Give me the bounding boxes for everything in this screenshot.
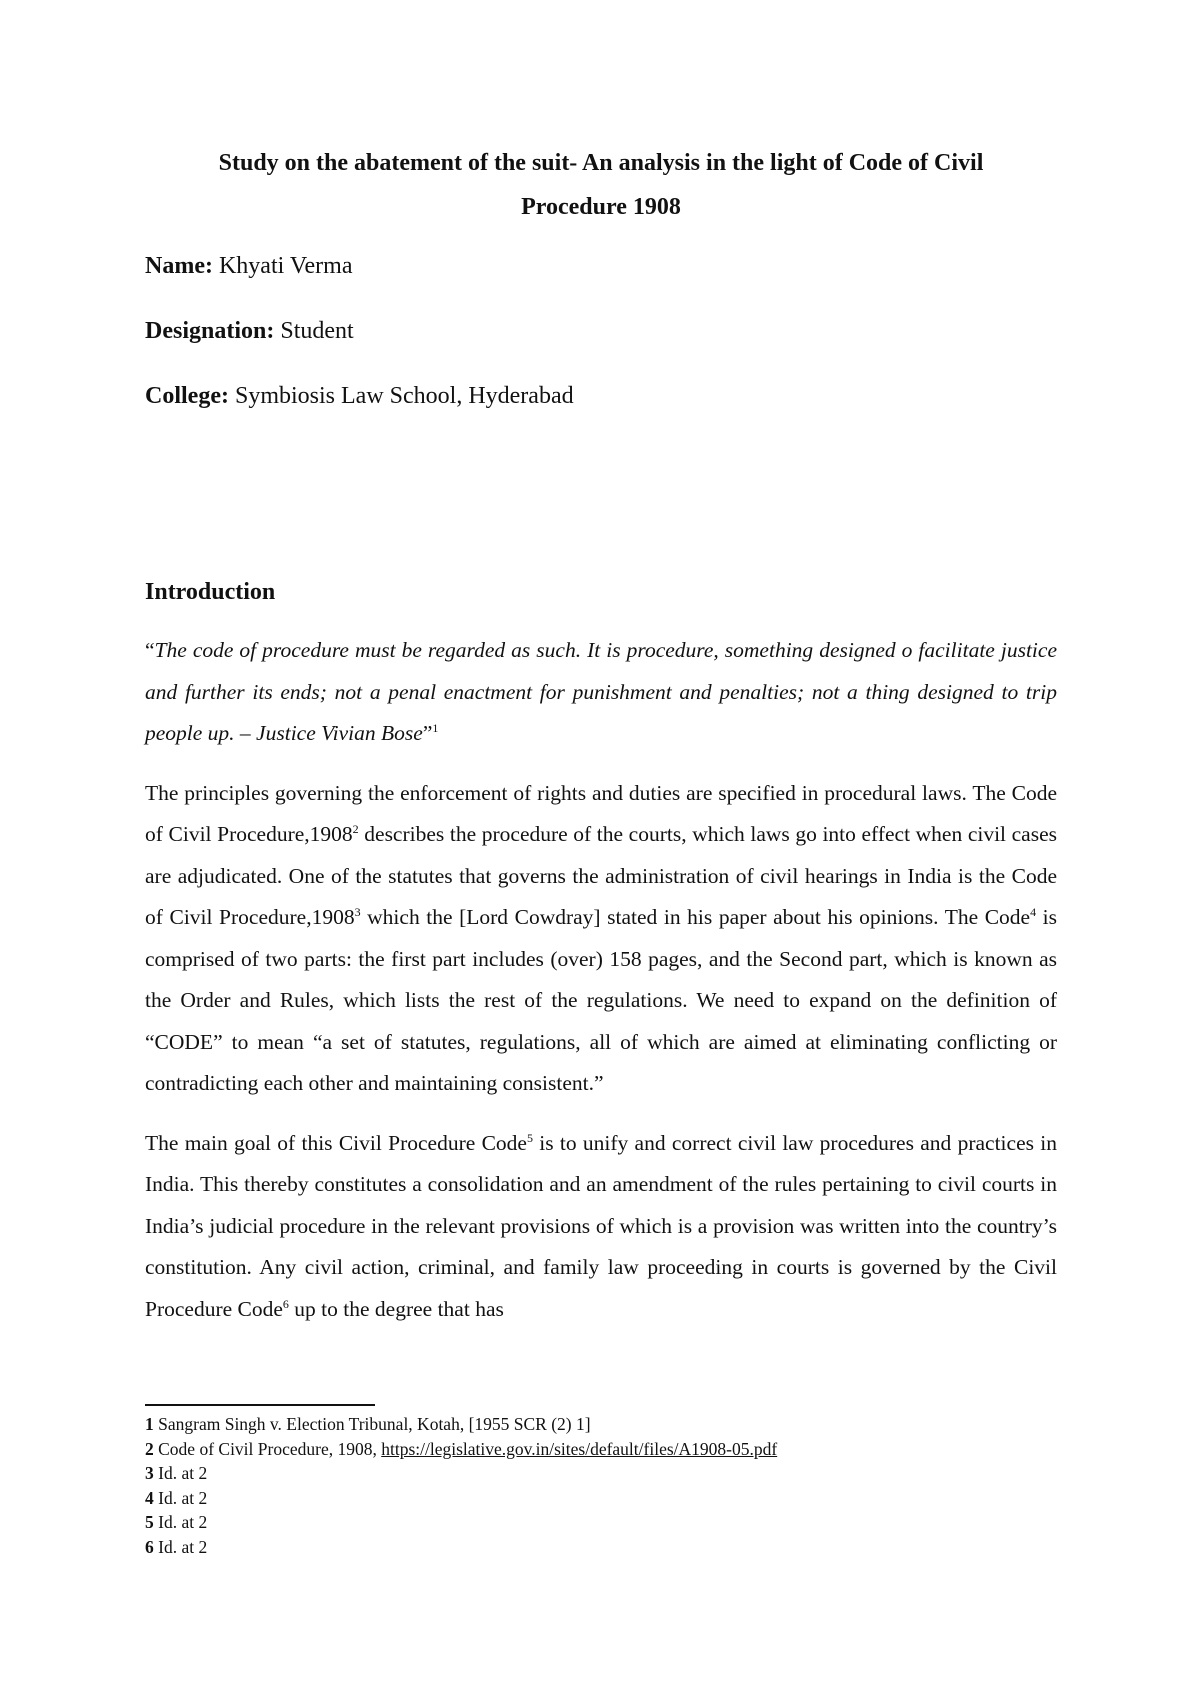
footnote-ref-6[interactable]: 6 [282,1296,289,1311]
college-label: College: [145,383,229,409]
footnote-2 [145,1437,1057,1462]
paragraph-1-part-d: is comprised of two parts: the first part includes (over) 158 pages, and the Second part, which is known as the Order and Rules, which lists the rest of the regulations. We need to expand on the definition of “CODE” to mean “a set of statutes, regulations, all of which are aimed at eliminating conflicting or contradicting each other and maintaining consistent.” [145,905,1058,1095]
paragraph-2-part-b: is to unify and correct civil law procedures and practices in India. This thereby constitutes a consolidation and an amendment of the rules pertaining to civil courts in India’s judicial procedure in the relevant provisions of which is a provision was written into the country’s constitution. Any civil action, criminal, and family law proceeding in courts is governed by the Civil Procedure Code [145,1130,1057,1321]
paragraph-1-part-a: The principles governing the enforcement of rights and duties are specified in procedural laws. The Code of Civil Procedure,1908 [145,780,1057,846]
footnote-separator [145,1404,375,1406]
footnote-number: 2 [145,1438,154,1459]
footnote-number: 1 [145,1414,154,1434]
paragraph-1-part-c: which the [Lord Cowdray] stated in his paper about his opinions. The Code [360,905,1031,929]
footnote-number: 3 [145,1463,154,1483]
opening-quote [145,630,1057,755]
footnote-text: Code of Civil Procedure, 1908, [153,1438,382,1459]
footnote-text: Sangram Singh v. Election Tribunal, Kotah, [1955 SCR (2) 1] [153,1414,591,1434]
document-title [145,141,1057,229]
quote-text: The code of procedure must be regarded as such. It is procedure, something designed o facilitate justice and further its ends; not a penal enactment for punishment and penalties; not a thing designed to trip people up. – Justice Vivian Bose [145,638,1057,745]
author-name [145,251,1057,281]
footnote-ref-4[interactable]: 4 [1030,904,1037,919]
document-body [145,141,1057,1330]
footnote-1 [145,1412,1057,1437]
title-line-2: Procedure 1908 [521,194,681,220]
footnote-ref-1[interactable]: 1 [432,720,439,735]
footnote-text: Id. at 2 [153,1536,208,1557]
quote-close-mark: ” [422,721,433,745]
footnote-number: 6 [145,1536,154,1557]
footnote-text: Id. at 2 [153,1463,208,1483]
footnote-3 [145,1461,1057,1486]
legislative-link[interactable]: https://legislative.gov.in/sites/default/files/A1908-05.pdf [381,1438,778,1459]
paragraph-1-part-b: describes the procedure of the courts, which laws go into effect when civil cases are adjudicated. One of the statutes that governs the administration of civil hearings in India is the Code of Civil Procedure,1908 [145,822,1057,929]
footnote-6 [145,1535,1057,1560]
footnote-ref-5[interactable]: 5 [526,1130,533,1145]
footnote-text: Id. at 2 [153,1512,208,1532]
name-label: Name: [145,253,213,279]
paragraph-2-part-c: up to the degree that has [288,1296,504,1321]
paragraph-1 [145,773,1057,1105]
college-value: Symbiosis Law School, Hyderabad [228,383,574,409]
name-value: Khyati Verma [212,253,353,279]
designation-label: Designation: [145,318,275,344]
author-designation [145,316,1057,346]
paragraph-2 [145,1123,1057,1331]
footnote-ref-3[interactable]: 3 [354,904,361,919]
designation-value: Student [274,318,354,344]
author-college [145,381,1057,411]
footnote-text: Id. at 2 [153,1487,208,1508]
footnote-number: 4 [145,1487,154,1508]
paragraph-2-part-a: The main goal of this Civil Procedure Code [145,1130,527,1155]
footnotes [145,1404,1057,1559]
section-heading-introduction: Introduction [145,579,276,605]
footnote-ref-2[interactable]: 2 [352,821,359,836]
quote-open-mark: “ [145,638,155,662]
footnote-5 [145,1510,1057,1535]
title-line-1: Study on the abatement of the suit- An analysis in the light of Code of Civil [218,150,984,176]
footnote-4 [145,1486,1057,1511]
footnote-number: 5 [145,1512,154,1532]
